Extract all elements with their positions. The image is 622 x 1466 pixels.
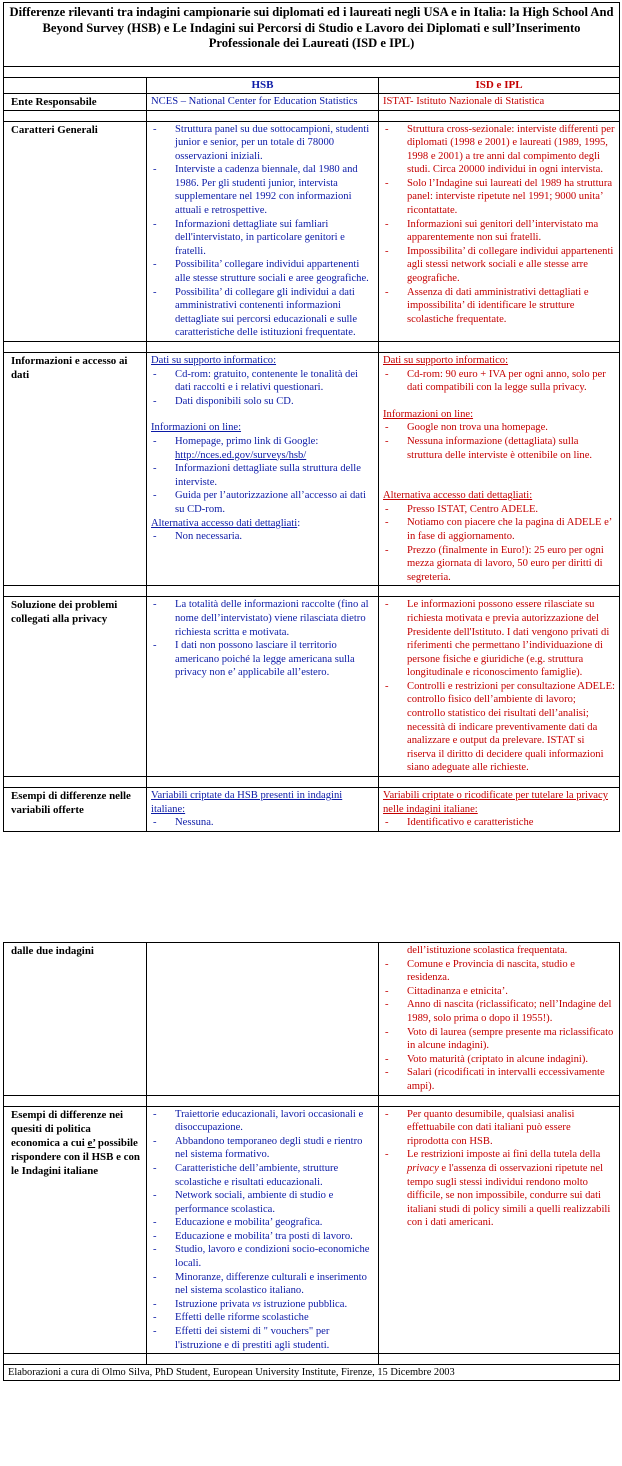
list-item: - Informazioni dettagliate sulla struttura delle interviste. bbox=[151, 462, 374, 489]
section-heading-colon: : bbox=[297, 517, 301, 529]
hsb-homepage-link[interactable]: http://nces.ed.gov/surveys/hsb/ bbox=[175, 449, 307, 461]
list-item: - Studio, lavoro e condizioni socio-economiche locali. bbox=[151, 1243, 374, 1270]
list-item: - Voto maturità (criptato in alcune indagini). bbox=[383, 1053, 615, 1067]
footer-credit: Elaborazioni a cura di Olmo Silva, PhD Student, European University Institute, Firenze, 15 Dicembre 2003 bbox=[4, 1365, 620, 1381]
list-item: - Abbandono temporaneo degli studi e rientro nel sistema formativo. bbox=[151, 1135, 374, 1162]
comparison-table-part2 bbox=[3, 942, 620, 1381]
spacer-row bbox=[4, 342, 620, 353]
list-item: - Identificativo e caratteristiche bbox=[383, 816, 615, 830]
row-label-politica bbox=[4, 1106, 147, 1354]
list-item-text: privacy bbox=[407, 1162, 439, 1174]
row-label-ente: Ente Responsabile bbox=[4, 93, 147, 110]
list-item: - Solo l’Indagine sui laureati del 1989 ha struttura panel: interviste ripetute nel 1991; 9000 unita’ ricontattate. bbox=[383, 177, 615, 218]
privacy-hsb bbox=[147, 597, 379, 777]
list-item: - Caratteristiche dell’ambiente, strutture scolastiche e risultati educazionali. bbox=[151, 1162, 374, 1189]
variabili-isd bbox=[379, 788, 620, 832]
list-item: - Anno di nascita (riclassificato; nell’Indagine del 1989, solo prima o dopo il 1955!). bbox=[383, 998, 615, 1025]
row-label-text: possibile rispondere con il HSB e con le Indagini italiane bbox=[11, 1136, 140, 1177]
list-item: - Dati disponibili solo su CD. bbox=[151, 395, 374, 409]
row-label-variabili-cont: dalle due indagini bbox=[4, 943, 147, 1096]
list-item bbox=[151, 1298, 374, 1312]
list-item: - Effetti dei sistemi di " vouchers" per l'istruzione e di prestiti agli studenti. bbox=[151, 1325, 374, 1352]
section-heading: Dati su supporto informatico: bbox=[383, 355, 509, 366]
section-heading-text: Alternativa accesso dati dettagliati bbox=[151, 517, 298, 529]
spacer-row bbox=[4, 110, 620, 121]
list-item bbox=[383, 1148, 615, 1230]
list-item: - Network sociali, ambiente di studio e performance scolastica. bbox=[151, 1189, 374, 1216]
list-item: - I dati non possono lasciare il territorio americano poiché la legge americana sulla privacy non e’ applicabile all’estero. bbox=[151, 639, 374, 680]
comparison-table-part1 bbox=[3, 2, 620, 832]
list-item: - Effetti delle riforme scolastiche bbox=[151, 1311, 374, 1325]
list-item: - Cittadinanza e etnicita’. bbox=[383, 985, 615, 999]
list-item: - Google non trova una homepage. bbox=[383, 421, 615, 435]
list-item: - Notiamo con piacere che la pagina di ADELE e’ in fase di aggiornamento. bbox=[383, 516, 615, 543]
list-item: - Educazione e mobilita’ geografica. bbox=[151, 1216, 374, 1230]
informazioni-hsb bbox=[147, 353, 379, 586]
list-item-text: Homepage, primo link di Google: bbox=[175, 435, 319, 447]
list-item: - Non necessaria. bbox=[151, 530, 374, 544]
politica-hsb bbox=[147, 1106, 379, 1354]
row-label-text: e’ bbox=[87, 1136, 96, 1149]
list-item: - Prezzo (finalmente in Euro!): 25 euro per ogni mezza giornata di lavoro, 50 euro per diritti di segreteria. bbox=[383, 544, 615, 585]
list-item: - Possibilita’ collegare individui appartenenti alle stesse strutture sociali e aree geografiche. bbox=[151, 258, 374, 285]
section-heading: Alternativa accesso dati dettagliati: bbox=[383, 490, 533, 502]
variabili-hsb-cont bbox=[147, 943, 379, 1096]
header-hsb: HSB bbox=[147, 77, 379, 93]
ente-isd: ISTAT- Istituto Nazionale di Statistica bbox=[379, 93, 620, 110]
spacer-row bbox=[4, 777, 620, 788]
ente-hsb: NCES – National Center for Education Statistics bbox=[147, 93, 379, 110]
list-item: - Guida per l’autorizzazione all’accesso ai dati su CD-rom. bbox=[151, 489, 374, 516]
list-item: - Struttura panel su due sottocampioni, studenti junior e senior, per un totale di 78000 osservazioni iniziali. bbox=[151, 123, 374, 164]
section-heading bbox=[151, 517, 374, 531]
row-label-privacy: Soluzione dei problemi collegati alla privacy bbox=[4, 597, 147, 777]
informazioni-isd bbox=[379, 353, 620, 586]
document-title: Differenze rilevanti tra indagini campionarie sui diplomati ed i laureati negli USA e in Italia: la High School And Beyond Survey (HSB) e Le Indagini sui Percorsi di Studio e Lavoro dei Diplomati e sull’Inserimento Professionale dei Laureati (ISD e IPL) bbox=[4, 3, 620, 67]
list-item: - Nessuna informazione (dettagliata) sulla struttura delle interviste è ottenibile on line. bbox=[383, 435, 615, 462]
variabili-hsb bbox=[147, 788, 379, 832]
caratteri-isd bbox=[379, 121, 620, 342]
list-item: - Salari (ricodificati in intervalli eccessivamente ampi). bbox=[383, 1066, 615, 1093]
list-item-text: Le restrizioni imposte ai fini della tutela della bbox=[407, 1149, 601, 1161]
privacy-isd bbox=[379, 597, 620, 777]
list-item: - Minoranze, differenze culturali e inserimento nel sistema scolastico italiano. bbox=[151, 1271, 374, 1298]
list-item bbox=[151, 435, 374, 462]
list-item: - Traiettorie educazionali, lavori occasionali e disoccupazione. bbox=[151, 1108, 374, 1135]
caratteri-hsb bbox=[147, 121, 379, 342]
section-heading: Informazioni on line: bbox=[383, 408, 474, 420]
header-isd: ISD e IPL bbox=[379, 77, 620, 93]
list-item: - Impossibilita’ di collegare individui appartenenti agli stessi network sociali e alle stesse arre geografiche. bbox=[383, 245, 615, 286]
list-item: - Educazione e mobilita’ tra posti di lavoro. bbox=[151, 1230, 374, 1244]
list-item: - Nessuna. bbox=[151, 816, 374, 830]
list-item: - Possibilita’ di collegare gli individui a dati amministrativi contenenti informazioni dettagliate sui percorsi educazionali e sulle caratteristiche delle istituzioni frequentate. bbox=[151, 286, 374, 340]
list-item: - Informazioni sui genitori dell’intervistato ma apparentemente non sui fratelli. bbox=[383, 218, 615, 245]
row-label-text: Esempi di differenze nei quesiti di politica economica a cui bbox=[11, 1108, 124, 1149]
list-item-continuation: dell’istituzione scolastica frequentata. bbox=[407, 945, 568, 956]
section-heading: Informazioni on line: bbox=[151, 422, 242, 434]
list-item: - Voto di laurea (sempre presente ma riclassificato in alcune indagini). bbox=[383, 1026, 615, 1053]
list-item: - Controlli e restrizioni per consultazione ADELE: controllo fisico dell’ambiente di lavoro; controllo statistico dei risultati dell’analisi; necessità di indicare preventivamente dati da analizzare e output da prelevare. ISTAT si riserva il diritto di decidere quali informazioni siano adeguate alle richieste. bbox=[383, 680, 615, 775]
list-item: - La totalità delle informazioni raccolte (fino al nome dell’intervistato) viene rilasciata dietro richiesta scritta e motivata. bbox=[151, 598, 374, 639]
list-item-text: istruzione pubblica. bbox=[260, 1298, 348, 1310]
list-item-text: e l'assenza di osservazioni ripetute nel tempo sugli stessi individui rendono molto difficile, se non impossibile, condurre sui dati italiani studi di policy simili a quelli realizzabili con i dati americani. bbox=[407, 1162, 611, 1229]
list-item: - Le informazioni possono essere rilasciate su richiesta motivata e previa autorizzazione del Presidente dell'Istituto. I dati vengono privati di riferimenti che permettano l’individuazione di persone fisiche e giuridiche (e.g. struttura longitudinale e riconoscimento famiglie). bbox=[383, 598, 615, 680]
row-label-caratteri: Caratteri Generali bbox=[4, 121, 147, 342]
list-item-text: vs bbox=[252, 1298, 261, 1310]
spacer-row bbox=[4, 586, 620, 597]
variabili-isd-cont bbox=[379, 943, 620, 1096]
section-heading: Variabili criptate da HSB presenti in indagini italiane: bbox=[151, 790, 343, 815]
list-item: - Comune e Provincia di nascita, studio e residenza. bbox=[383, 958, 615, 985]
header-empty-cell bbox=[4, 77, 147, 93]
list-item: - Per quanto desumibile, qualsiasi analisi effettuabile con dati italiani può essere riprodotta con HSB. bbox=[383, 1108, 615, 1149]
list-item: - Cd-rom: 90 euro + IVA per ogni anno, solo per dati compatibili con la legge sulla privacy. bbox=[383, 368, 615, 395]
section-heading: Variabili criptate o ricodificate per tutelare la privacy nelle indagini italiane: bbox=[383, 790, 609, 815]
row-label-variabili: Esempi di differenze nelle variabili offerte bbox=[4, 788, 147, 832]
row-label-informazioni: Informazioni e accesso ai dati bbox=[4, 353, 147, 586]
spacer-row bbox=[4, 1354, 620, 1365]
spacer-row bbox=[4, 66, 620, 77]
list-item: - Informazioni dettagliate sui famliari dell'intervistato, in particolare genitori e fratelli. bbox=[151, 218, 374, 259]
list-item: - Assenza di dati amministrativi dettagliati e impossibilita’ di identificare le strutture scolastiche frequentate. bbox=[383, 286, 615, 327]
section-heading: Dati su supporto informatico: bbox=[151, 355, 277, 366]
spacer-row bbox=[4, 1095, 620, 1106]
list-item: - Struttura cross-sezionale: interviste differenti per diplomati (1998 e 2001) e laureati (1989, 1995, 1998 e 2001) a tre anni dal compimento degli studi. Circa 20000 individui in ogni intervista. bbox=[383, 123, 615, 177]
politica-isd bbox=[379, 1106, 620, 1354]
list-item: - Interviste a cadenza biennale, dal 1980 and 1986. Per gli studenti junior, intervista supplementare nel 1992 con informazioni attuali e retrospettive. bbox=[151, 163, 374, 217]
list-item-text: Istruzione privata bbox=[175, 1298, 253, 1310]
list-item: - Cd-rom: gratuito, contenente le tonalità dei dati raccolti e i relativi questionari. bbox=[151, 368, 374, 395]
list-item: - Presso ISTAT, Centro ADELE. bbox=[383, 503, 615, 517]
